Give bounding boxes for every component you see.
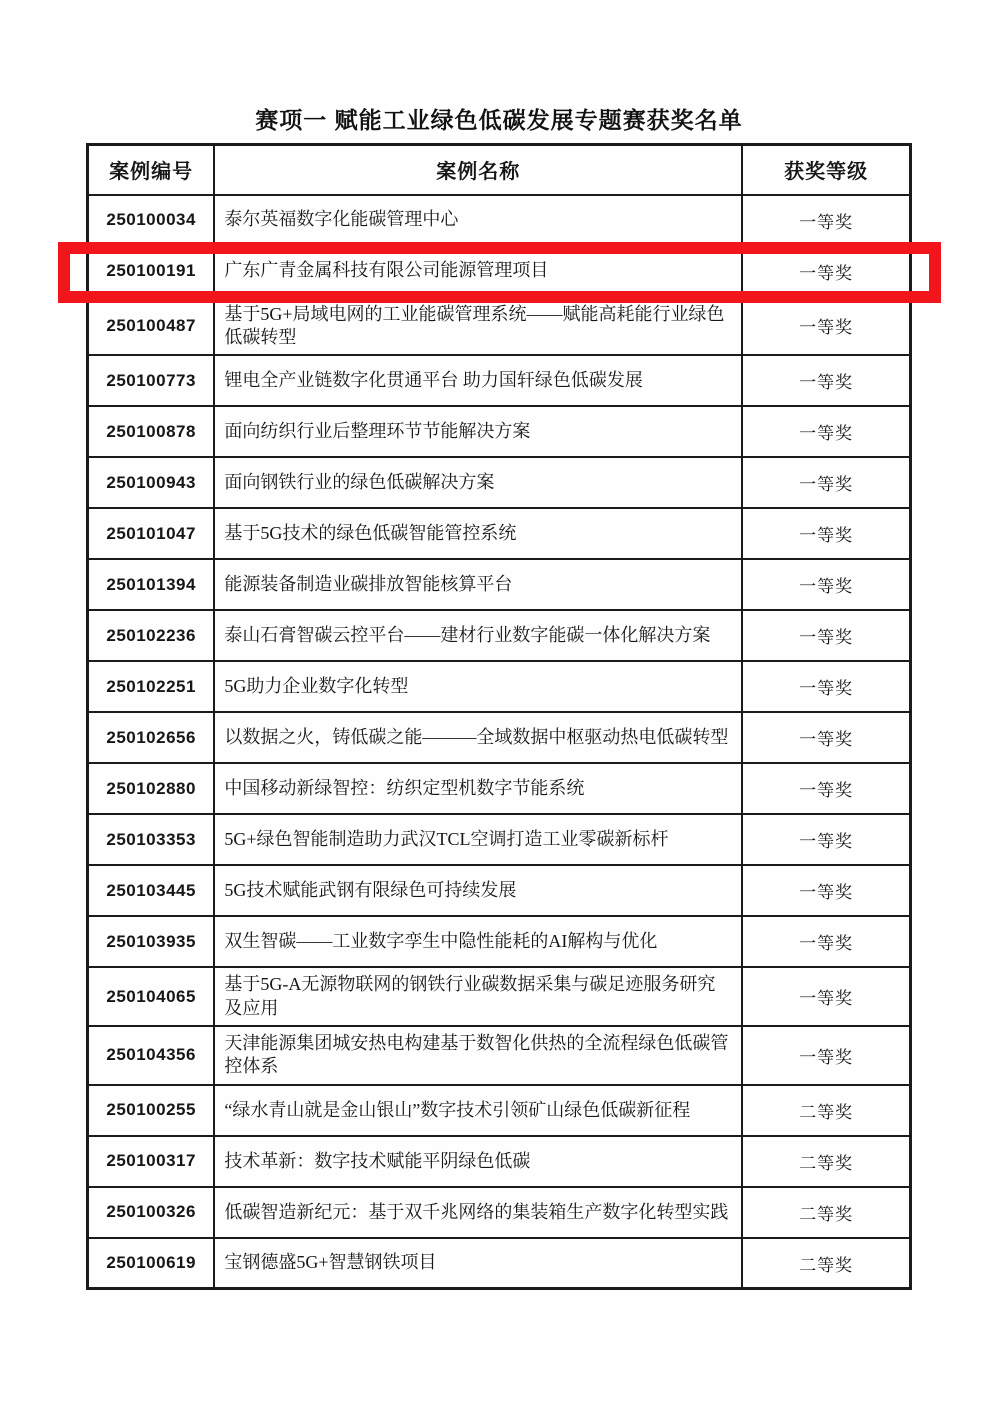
table-row [88,967,911,1026]
table-header [88,145,911,195]
case-number-cell: 250100317 [88,1136,215,1187]
case-name-cell: 基于5G+局域电网的工业能碳管理系统——赋能高耗能行业绿色低碳转型 [214,297,742,356]
case-number-cell: 250101047 [88,508,215,559]
case-number-cell: 250100619 [88,1238,215,1289]
table-row [88,763,911,814]
award-level-cell: 二等奖 [742,1238,910,1289]
table-row [88,297,911,356]
case-number-cell: 250103445 [88,865,215,916]
case-name-cell: 5G+绿色智能制造助力武汉TCL空调打造工业零碳新标杆 [214,814,742,865]
case-number-cell: 250103353 [88,814,215,865]
case-name-cell: 5G技术赋能武钢有限绿色可持续发展 [214,865,742,916]
award-level-cell: 一等奖 [742,246,910,297]
award-level-cell: 一等奖 [742,406,910,457]
award-level-cell: 二等奖 [742,1136,910,1187]
case-number-cell: 250100255 [88,1085,215,1136]
case-number-cell: 250100773 [88,355,215,406]
case-number-cell: 250100943 [88,457,215,508]
case-number-cell: 250100487 [88,297,215,356]
case-number-cell: 250100034 [88,195,215,246]
case-name-cell: 基于5G技术的绿色低碳智能管控系统 [214,508,742,559]
case-name-cell: 天津能源集团城安热电构建基于数智化供热的全流程绿色低碳管控体系 [214,1026,742,1085]
case-number-cell: 250101394 [88,559,215,610]
case-name-cell: 泰山石膏智碳云控平台——建材行业数字能碳一体化解决方案 [214,610,742,661]
award-level-cell: 一等奖 [742,297,910,356]
award-level-cell: 一等奖 [742,610,910,661]
case-name-cell: 广东广青金属科技有限公司能源管理项目 [214,246,742,297]
table-row [88,195,911,246]
award-level-cell: 一等奖 [742,661,910,712]
award-level-cell: 一等奖 [742,712,910,763]
case-name-cell: 泰尔英福数字化能碳管理中心 [214,195,742,246]
case-number-cell: 250100191 [88,246,215,297]
table-row [88,814,911,865]
case-number-cell: 250100878 [88,406,215,457]
column-header-case-name: 案例名称 [214,145,742,195]
case-name-cell: 能源装备制造业碳排放智能核算平台 [214,559,742,610]
column-header-award-level: 获奖等级 [742,145,910,195]
case-name-cell: 面向纺织行业后整理环节节能解决方案 [214,406,742,457]
table-row [88,661,911,712]
case-number-cell: 250100326 [88,1187,215,1238]
table-row [88,246,911,297]
award-level-cell: 一等奖 [742,1026,910,1085]
award-level-cell: 一等奖 [742,916,910,967]
case-number-cell: 250102656 [88,712,215,763]
table-row [88,1238,911,1289]
case-name-cell: 面向钢铁行业的绿色低碳解决方案 [214,457,742,508]
case-name-cell: 5G助力企业数字化转型 [214,661,742,712]
case-name-cell: 以数据之火，铸低碳之能———全域数据中枢驱动热电低碳转型 [214,712,742,763]
table-row [88,916,911,967]
case-name-cell: “绿水青山就是金山银山”数字技术引领矿山绿色低碳新征程 [214,1085,742,1136]
table-row [88,712,911,763]
case-number-cell: 250104356 [88,1026,215,1085]
awards-table [86,143,912,1290]
table-row [88,1136,911,1187]
award-level-cell: 一等奖 [742,355,910,406]
case-number-cell: 250102236 [88,610,215,661]
award-level-cell: 二等奖 [742,1187,910,1238]
award-level-cell: 一等奖 [742,865,910,916]
table-row [88,610,911,661]
case-name-cell: 基于5G-A无源物联网的钢铁行业碳数据采集与碳足迹服务研究及应用 [214,967,742,1026]
table-row [88,1187,911,1238]
award-level-cell: 二等奖 [742,1085,910,1136]
page-title: 赛项一 赋能工业绿色低碳发展专题赛获奖名单 [255,107,743,133]
table-row [88,1085,911,1136]
table-row [88,355,911,406]
case-number-cell: 250102251 [88,661,215,712]
table-row [88,406,911,457]
table-row [88,865,911,916]
header-row [88,145,911,195]
award-level-cell: 一等奖 [742,195,910,246]
case-name-cell: 双生智碳——工业数字孪生中隐性能耗的AI解构与优化 [214,916,742,967]
table-body [88,195,911,1289]
case-number-cell: 250103935 [88,916,215,967]
table-row [88,559,911,610]
case-number-cell: 250102880 [88,763,215,814]
award-level-cell: 一等奖 [742,967,910,1026]
award-level-cell: 一等奖 [742,763,910,814]
award-level-cell: 一等奖 [742,559,910,610]
case-name-cell: 中国移动新绿智控：纺织定型机数字节能系统 [214,763,742,814]
case-number-cell: 250104065 [88,967,215,1026]
award-level-cell: 一等奖 [742,508,910,559]
case-name-cell: 宝钢德盛5G+智慧钢铁项目 [214,1238,742,1289]
award-level-cell: 一等奖 [742,814,910,865]
award-level-cell: 一等奖 [742,457,910,508]
table-row [88,457,911,508]
table-row [88,508,911,559]
table-row [88,1026,911,1085]
case-name-cell: 锂电全产业链数字化贯通平台 助力国轩绿色低碳发展 [214,355,742,406]
column-header-case-number: 案例编号 [88,145,215,195]
case-name-cell: 技术革新：数字技术赋能平阴绿色低碳 [214,1136,742,1187]
case-name-cell: 低碳智造新纪元：基于双千兆网络的集装箱生产数字化转型实践 [214,1187,742,1238]
